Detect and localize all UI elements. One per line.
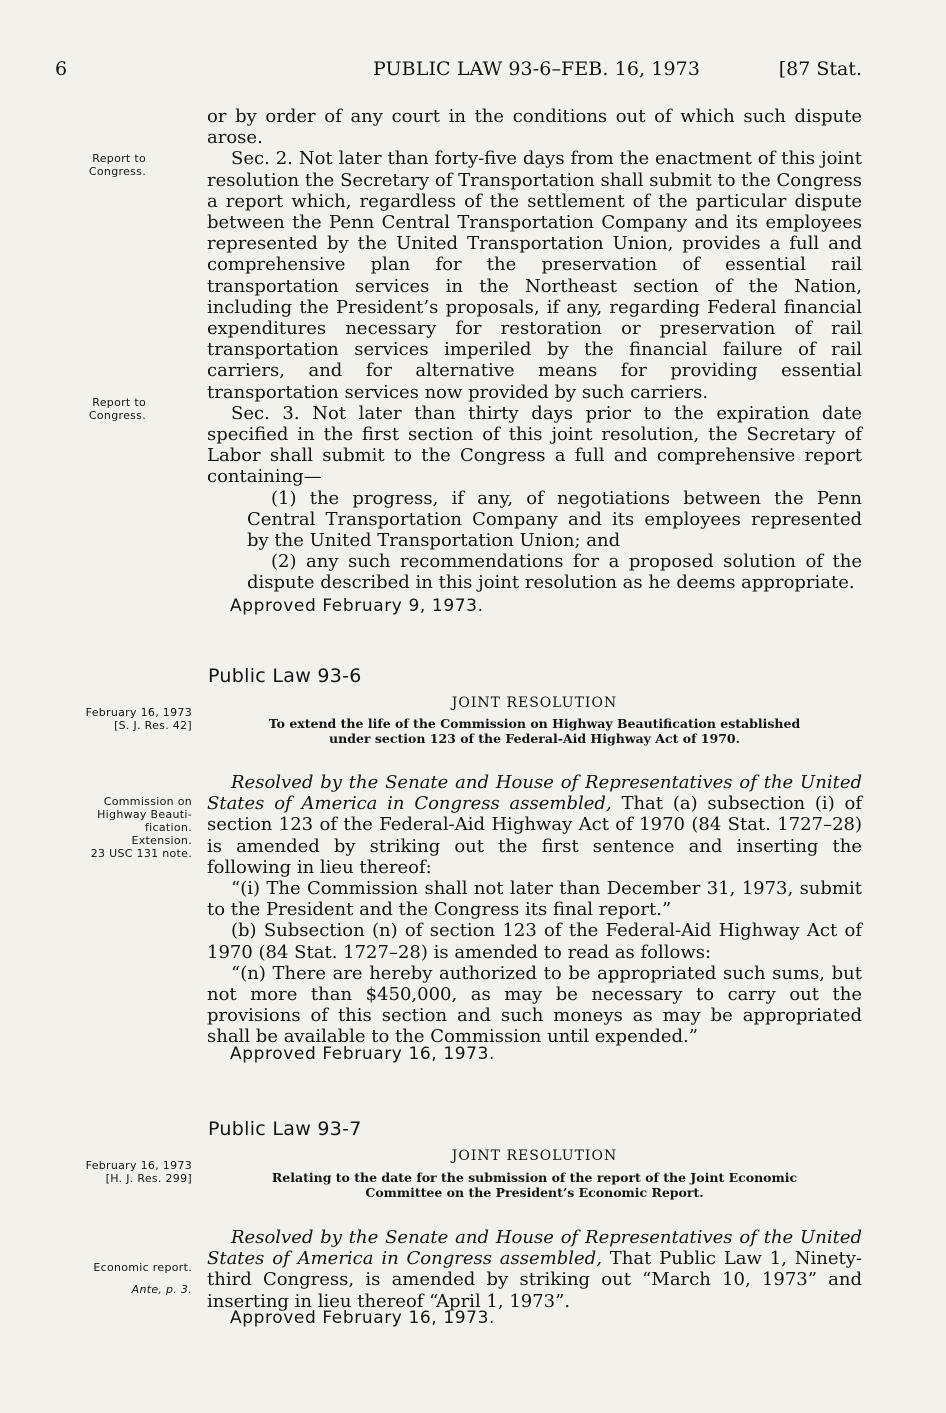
quoted-subsection-n: “(n) There are hereby authorized to be appropriated such sums, but not more than $450,000, as may be necessary to carry out the provisions of this section and such moneys as may be appropriated shall be available to the Commission until expended.” (207, 962, 862, 1048)
margin-note-report-to-congress-2: Report to Congress. (88, 396, 146, 422)
running-title: PUBLIC LAW 93-6–FEB. 16, 1973 (373, 58, 701, 80)
quoted-subsection-i: “(i) The Commission shall not later than December 31, 1973, submit to the President and the Congress its final report.” (207, 878, 862, 921)
approved-pl93-7: Approved February 16, 1973. (230, 1308, 495, 1328)
pl93-7-long-title: Relating to the date for the submission of the report of the Joint Economic Committee on the President’s Economic Report. (271, 1170, 798, 1200)
pl93-6-long-title: To extend the life of the Commission on Highway Beautification established under section 123 of the Federal-Aid Highway Act of 1970. (268, 716, 801, 746)
statute-volume-ref: [87 Stat. (778, 58, 862, 80)
public-law-93-6-heading: Public Law 93-6 (208, 665, 362, 687)
pl93-7-body (207, 1227, 862, 1312)
enacting-clause-93-6: Resolved by the Senate and House of Representatives of the United States of America in Congress assembled, That (a) subsection (i) of section 123 of the Federal-Aid Highway Act of 1970 (84 Stat. 1727–28) is amended by striking out the first sentence and inserting the following in lieu thereof: (207, 772, 863, 878)
pl93-5-continuation (207, 106, 862, 594)
public-law-93-7-heading: Public Law 93-7 (208, 1118, 362, 1140)
section-2: Sec. 2. Not later than forty-five days from the enactment of this joint resolution the Secretary of Transportation shall submit to the Congress a report which, regardless of the settlement of the particular dispute between the Penn Central Transportation Company and its employees represented by the United Transportation Union, provides a full and comprehensive plan for the preservation of essential rail transportation services in the Northeast section of the Nation, including the President’s proposals, if any, regarding Federal financial expenditures necessary for restoration or preservation of rail transportation services imperiled by the financial failure of rail carriers, and for alternative means for providing essential transportation services now provided by such carriers. (207, 148, 862, 403)
subsection-b: (b) Subsection (n) of section 123 of the Federal-Aid Highway Act of 1970 (84 Stat. 1727–28) is amended to read as follows: (207, 920, 862, 963)
joint-resolution-label-93-6: JOINT RESOLUTION (451, 695, 618, 711)
page-number: 6 (55, 58, 68, 80)
approved-pl93-6: Approved February 16, 1973. (230, 1044, 495, 1064)
pl93-6-body (207, 772, 862, 1048)
continued-paragraph: or by order of any court in the conditions out of which such dispute arose. (207, 106, 862, 149)
item-2: (2) any such recommendations for a proposed solution of the dispute described in this joint resolution as he deems appropriate. (247, 551, 862, 594)
enacting-clause-93-7: Resolved by the Senate and House of Representatives of the United States of America in Congress assembled, That Public Law 1, Ninety-third Congress, is amended by striking out “March 10, 1973” and inserting in lieu thereof “April 1, 1973”. (207, 1227, 863, 1312)
margin-note-highway-beautification: Commission on Highway Beauti- fication. Extension. 23 USC 131 note. (90, 795, 192, 860)
section-3: Sec. 3. Not later than thirty days prior to the expiration date specified in the first section of this joint resolution, the Secretary of Labor shall submit to the Congress a full and comprehensive report containing— (207, 402, 862, 488)
margin-note-report-to-congress-1: Report to Congress. (88, 152, 146, 178)
approved-pl93-5: Approved February 9, 1973. (230, 596, 484, 616)
joint-resolution-label-93-7: JOINT RESOLUTION (451, 1148, 618, 1164)
margin-note-pl93-6-date: February 16, 1973 [S. J. Res. 42] (85, 706, 192, 732)
margin-note-pl93-7-date: February 16, 1973 [H. J. Res. 299] (85, 1159, 192, 1185)
item-1: (1) the progress, if any, of negotiations between the Penn Central Transportation Company and its employees represented by the United Transportation Union; and (247, 487, 862, 552)
margin-note-economic-report: Economic report. Ante, p. 3. (93, 1261, 192, 1296)
